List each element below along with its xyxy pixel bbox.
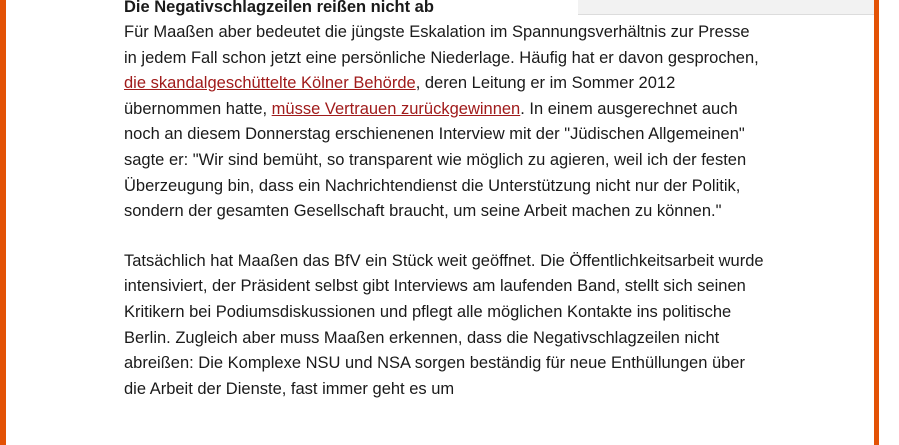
inline-link[interactable]: müsse Vertrauen zurückgewinnen: [271, 99, 521, 118]
article-paragraph: [124, 249, 764, 403]
paragraph-text: Tatsächlich hat Maaßen das BfV ein Stück weit geöffnet. Die Öffentlichkeitsarbeit wurde intensiviert, der Präsident selbst gibt Interviews am laufenden Band, stellt sich seinen Kritikern bei Podiumsdiskussionen und pflegt alle möglichen Kontakte ins politische Berlin. Zugleich aber muss Maaßen erkennen, dass die Negativschlagzeilen nicht abreißen: Die Komplexe NSU und NSA sorgen beständig für neue Enthüllungen über die Arbeit der Dienste, fast immer geht es um: [124, 251, 764, 398]
left-accent-rule: [0, 0, 6, 445]
paragraph-text: . In einem ausgerechnet auch noch an diesem Donnerstag erschienenen Interview mit der "Jüdischen Allgemeinen" sagte er: "Wir sind bemüht, so transparent wie möglich zu agieren, weil ich der festen Überzeugung bin, dass ein Nachrichtendienst die Unterstützung nicht nur der Politik, sondern der gesamten Gesellschaft braucht, um seine Arbeit machen zu können.": [124, 99, 747, 221]
paragraph-text: Für Maaßen aber bedeutet die jüngste Eskalation im Spannungsverhältnis zur Presse in jedem Fall schon jetzt eine persönliche Niederlage. Häufig hat er davon gesprochen,: [124, 23, 759, 67]
section-title: Die Negativschlagzeilen reißen nicht ab: [124, 0, 434, 16]
inline-link[interactable]: die skandalgeschüttelte Kölner Behörde: [124, 74, 416, 93]
paragraph-text: , deren Leitung er im Sommer 2012 übernommen hatte,: [124, 74, 676, 118]
article-paragraph: [124, 20, 764, 225]
right-accent-rule: [874, 0, 879, 445]
article-content: [124, 0, 764, 402]
